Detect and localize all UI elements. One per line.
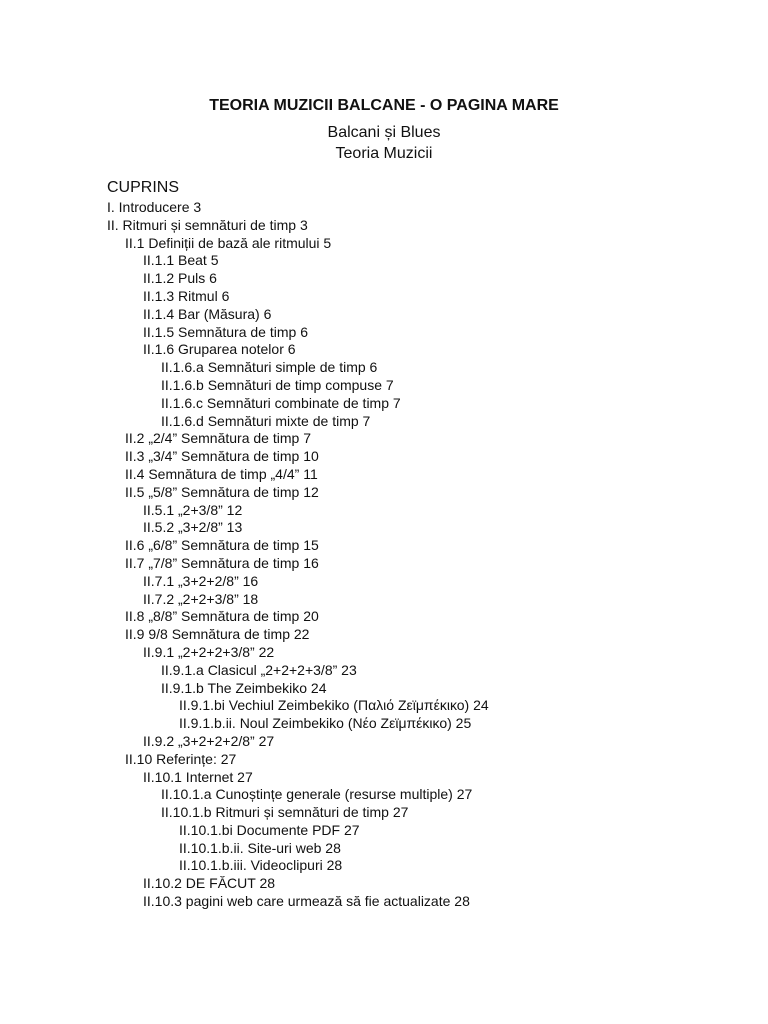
toc-entry: II.1.2 Puls 6 bbox=[143, 270, 217, 287]
toc-entry: II.1.6.c Semnături combinate de timp 7 bbox=[161, 394, 401, 411]
toc-entry: II.9.1.b.ii. Noul Zeimbekiko (Νέο Ζεϊμπέκικο) 25 bbox=[179, 715, 472, 732]
toc-entry: II.10.2 DE FĂCUT 28 bbox=[143, 875, 276, 892]
toc-entry: II.1.5 Semnătura de timp 6 bbox=[143, 323, 308, 340]
toc-entry: II.7.1 „3+2+2/8” 16 bbox=[143, 572, 259, 589]
toc-entry: II.10.1.bi Documente PDF 27 bbox=[179, 821, 360, 838]
toc-entry: II.1.6.d Semnături mixte de timp 7 bbox=[161, 412, 371, 429]
toc-entry: II.2 „2/4” Semnătura de timp 7 bbox=[125, 430, 311, 447]
toc-entry: II.1.6.a Semnături simple de timp 6 bbox=[161, 359, 378, 376]
toc-entry: II.1.3 Ritmul 6 bbox=[143, 287, 230, 304]
toc-entry: II.1 Definiții de bază ale ritmului 5 bbox=[125, 234, 332, 251]
toc-entry: II.7 „7/8” Semnătura de timp 16 bbox=[125, 554, 319, 571]
toc-entry: II.10.1.b.ii. Site-uri web 28 bbox=[179, 839, 341, 856]
toc-heading: CUPRINS bbox=[107, 179, 180, 196]
toc-entry: II.1.1 Beat 5 bbox=[143, 252, 219, 269]
toc-entry: II.10 Referințe: 27 bbox=[125, 750, 237, 767]
toc-entry: II.5.2 „3+2/8” 13 bbox=[143, 519, 243, 536]
toc-entry: II.4 Semnătura de timp „4/4” 11 bbox=[125, 465, 318, 482]
table-of-contents bbox=[107, 199, 489, 911]
toc-entry: II.10.1.a Cunoștințe generale (resurse multiple) 27 bbox=[161, 786, 473, 803]
toc-entry: II.1.6 Gruparea notelor 6 bbox=[143, 341, 296, 358]
toc-entry: I. Introducere 3 bbox=[107, 199, 202, 215]
toc-entry: II. Ritmuri și semnături de timp 3 bbox=[107, 216, 308, 233]
toc-entry: II.10.1.b.iii. Videoclipuri 28 bbox=[179, 857, 343, 874]
toc-entry: II.9.1 „2+2+2+3/8” 22 bbox=[143, 643, 275, 660]
toc-entry: II.7.2 „2+2+3/8” 18 bbox=[143, 590, 259, 607]
toc-entry: II.9.1.a Clasicul „2+2+2+3/8” 23 bbox=[161, 661, 357, 678]
toc-entry: II.1.4 Bar (Măsura) 6 bbox=[143, 305, 272, 322]
toc-entry: II.5 „5/8” Semnătura de timp 12 bbox=[125, 483, 319, 500]
toc-entry: II.10.3 pagini web care urmează să fie actualizate 28 bbox=[143, 893, 470, 910]
toc-entry: II.1.6.b Semnături de timp compuse 7 bbox=[161, 376, 394, 393]
toc-entry: II.3 „3/4” Semnătura de timp 10 bbox=[125, 448, 319, 465]
toc-entry: II.9 9/8 Semnătura de timp 22 bbox=[125, 626, 310, 643]
document-subtitle-2: Teoria Muzicii bbox=[335, 145, 433, 162]
document-subtitle: Balcani și Blues bbox=[327, 124, 441, 141]
document-title: TEORIA MUZICII BALCANE - O PAGINA MARE bbox=[209, 97, 559, 114]
toc-entry: II.8 „8/8” Semnătura de timp 20 bbox=[125, 608, 319, 625]
toc-entry: II.10.1 Internet 27 bbox=[143, 768, 253, 785]
toc-entry: II.6 „6/8” Semnătura de timp 15 bbox=[125, 537, 319, 554]
toc-entry: II.10.1.b Ritmuri și semnături de timp 27 bbox=[161, 804, 409, 821]
toc-entry: II.5.1 „2+3/8” 12 bbox=[143, 501, 243, 518]
toc-entry: II.9.1.b The Zeimbekiko 24 bbox=[161, 679, 327, 696]
toc-entry: II.9.1.bi Vechiul Zeimbekiko (Παλιό Ζεϊμπέκικο) 24 bbox=[179, 697, 489, 714]
toc-entry: II.9.2 „3+2+2+2/8” 27 bbox=[143, 732, 275, 749]
